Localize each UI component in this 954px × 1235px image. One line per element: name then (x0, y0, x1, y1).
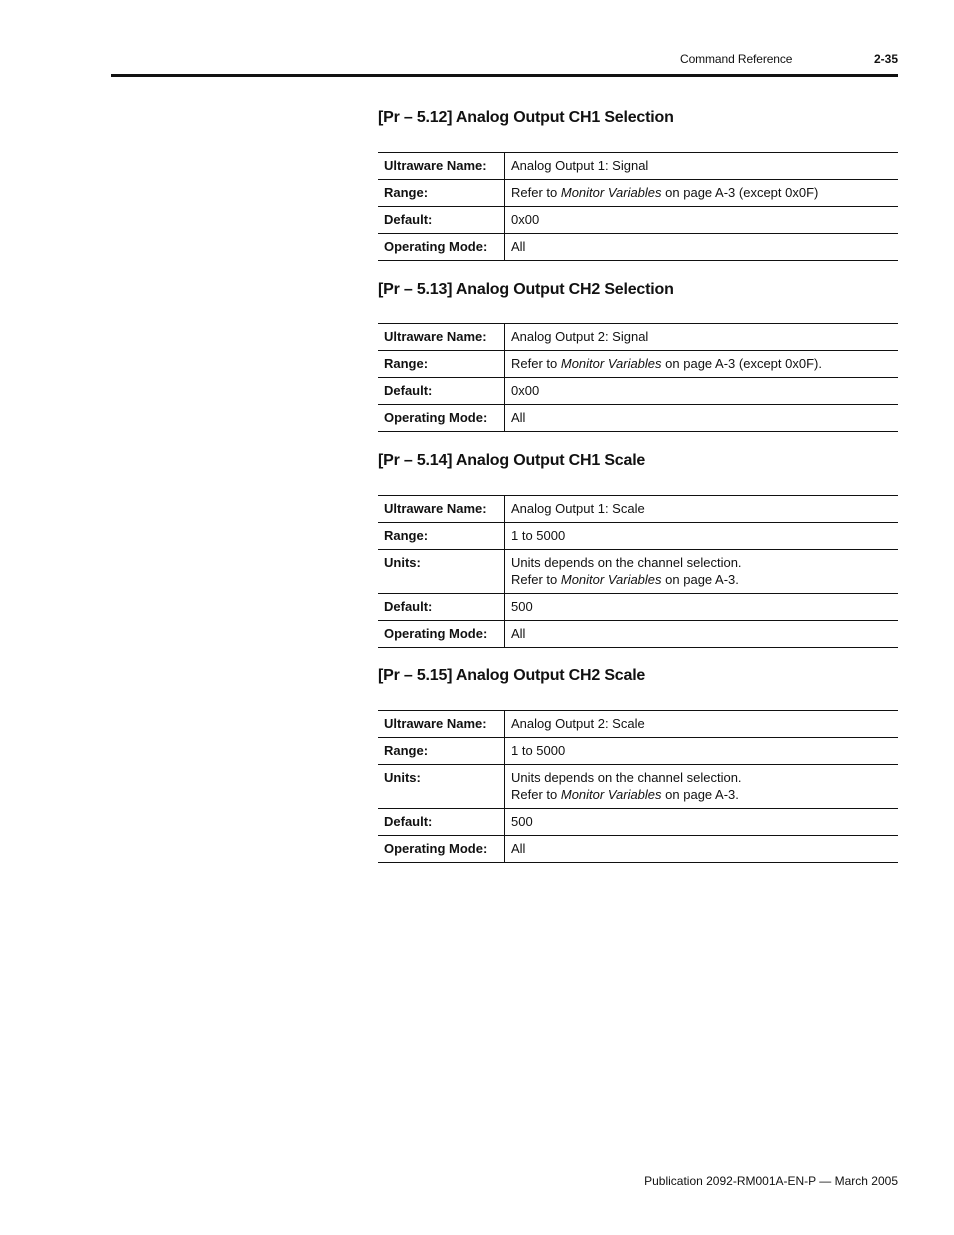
row-value (505, 765, 899, 809)
cross-reference-link[interactable]: Monitor Variables (560, 185, 662, 200)
cross-reference-link[interactable]: Monitor Variables (560, 356, 662, 371)
row-value (505, 550, 899, 594)
section-title: [Pr – 5.12] Analog Output CH1 Selection (378, 109, 674, 126)
row-label: Operating Mode: (378, 621, 505, 648)
row-label: Ultraware Name: (378, 496, 505, 523)
table-row (378, 711, 898, 738)
row-value: All (505, 621, 899, 648)
row-label: Default: (378, 809, 505, 836)
section-title: [Pr – 5.14] Analog Output CH1 Scale (378, 452, 646, 469)
row-label: Range: (378, 351, 505, 378)
row-value: Analog Output 1: Scale (505, 496, 899, 523)
row-value (505, 180, 899, 207)
value-text: Refer to (511, 572, 561, 587)
row-label: Range: (378, 180, 505, 207)
table-row (378, 207, 898, 234)
value-text: Refer to (511, 787, 561, 802)
value-text: Refer to (511, 185, 561, 200)
table-row (378, 594, 898, 621)
table-row (378, 351, 898, 378)
row-value: All (505, 234, 899, 261)
row-value: 1 to 5000 (505, 523, 899, 550)
table-row (378, 523, 898, 550)
value-text: Units depends on the channel selection. (511, 770, 742, 785)
row-value: 1 to 5000 (505, 738, 899, 765)
value-text: on page A-3. (661, 787, 739, 802)
table-row (378, 809, 898, 836)
value-text: on page A-3 (except 0x0F) (661, 185, 819, 200)
row-label: Ultraware Name: (378, 324, 505, 351)
table-row (378, 765, 898, 809)
row-value: 0x00 (505, 378, 899, 405)
parameter-table (378, 152, 898, 261)
row-label: Operating Mode: (378, 405, 505, 432)
row-label: Operating Mode: (378, 234, 505, 261)
parameter-table (378, 323, 898, 432)
table-row (378, 738, 898, 765)
table-row (378, 496, 898, 523)
row-value: 500 (505, 594, 899, 621)
table-row (378, 234, 898, 261)
row-value (505, 351, 899, 378)
row-label: Operating Mode: (378, 836, 505, 863)
row-value: All (505, 836, 899, 863)
section-pr-5-12 (378, 108, 898, 254)
table-row (378, 836, 898, 863)
parameter-table (378, 710, 898, 863)
row-label: Ultraware Name: (378, 153, 505, 180)
running-header-section: Command Reference (680, 52, 793, 66)
header-rule (111, 74, 898, 77)
section-pr-5-13 (378, 280, 898, 425)
row-label: Range: (378, 523, 505, 550)
row-value: Analog Output 1: Signal (505, 153, 899, 180)
value-text: Refer to (511, 356, 561, 371)
value-text: Units depends on the channel selection. (511, 555, 742, 570)
section-pr-5-15 (378, 666, 898, 856)
row-value: All (505, 405, 899, 432)
table-row (378, 378, 898, 405)
row-label: Default: (378, 378, 505, 405)
cross-reference-link[interactable]: Monitor Variables (560, 787, 662, 802)
section-pr-5-14 (378, 451, 898, 641)
row-label: Ultraware Name: (378, 711, 505, 738)
cross-reference-link[interactable]: Monitor Variables (560, 572, 662, 587)
table-row (378, 153, 898, 180)
table-row (378, 405, 898, 432)
section-title: [Pr – 5.13] Analog Output CH2 Selection (378, 281, 674, 298)
value-text: on page A-3. (661, 572, 739, 587)
row-label: Default: (378, 594, 505, 621)
table-row (378, 180, 898, 207)
page-number: 2-35 (873, 52, 898, 66)
publication-footer: Publication 2092-RM001A-EN-P — March 2005 (644, 1174, 898, 1188)
value-text: on page A-3 (except 0x0F). (661, 356, 822, 371)
table-row (378, 621, 898, 648)
row-value: Analog Output 2: Scale (505, 711, 899, 738)
row-value: 500 (505, 809, 899, 836)
table-row (378, 550, 898, 594)
section-title: [Pr – 5.15] Analog Output CH2 Scale (378, 667, 646, 684)
parameter-table (378, 495, 898, 648)
table-row (378, 324, 898, 351)
row-label: Default: (378, 207, 505, 234)
row-label: Range: (378, 738, 505, 765)
row-label: Units: (378, 550, 505, 594)
row-value: 0x00 (505, 207, 899, 234)
row-value: Analog Output 2: Signal (505, 324, 899, 351)
row-label: Units: (378, 765, 505, 809)
